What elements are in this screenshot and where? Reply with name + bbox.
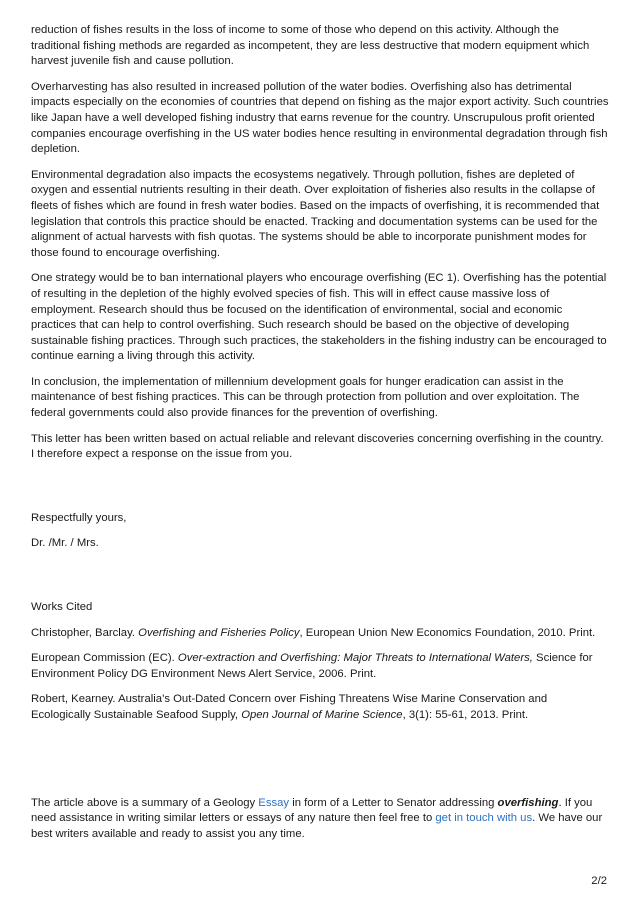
citation-2-title: Over-extraction and Overfishing: Major Threats to International Waters,: [177, 652, 533, 665]
citation-2-author: European Commission (EC).: [31, 652, 178, 665]
body-paragraph-5: In conclusion, the implementation of millennium development goals for hunger eradication can assist in the maintenance of best fishing practices. This can be through protection from pollution and over exploitation. The federal governments could also provide finances for the prevention of overfishing.: [31, 375, 580, 420]
contact-link[interactable]: get in touch with us: [435, 812, 533, 825]
citation-3-details: , 3(1): 55-61, 2013. Print.: [402, 709, 529, 721]
citation-1-details: , European Union New Economics Foundation, 2010. Print.: [299, 626, 596, 639]
citation-1-title: Overfishing and Fisheries Policy: [138, 626, 300, 639]
footer-note-text-4: . We have our best writers available and ready to assist you any time.: [31, 812, 603, 840]
body-paragraph-6: This letter has been written based on actual reliable and relevant discoveries concerning overfishing in the country. I therefore expect a response on the issue from you.: [31, 432, 604, 461]
body-paragraph-4: One strategy would be to ban international players who encourage overfishing (EC 1). Overfishing has the potential of resulting in the depletion of the highly evolved species of fish. This will in effect cause massive loss of employment. Research should thus be focused on the identification of environmental, social and economic practices that can help to control overfishing. Such research should be based on the objective of developing sustainable fishing practices. Through such practices, the stakeholders in the fishing industry can be encouraged to continue earning a living through this activity.: [31, 272, 607, 363]
footer-note: [31, 796, 609, 843]
citation-2: [31, 651, 609, 682]
essay-link[interactable]: Essay: [258, 796, 290, 809]
citation-2-details: Science for Environment Policy DG Environment News Alert Service, 2006. Print.: [31, 652, 593, 680]
footer-note-text-2: in form of a Letter to Senator addressing: [289, 796, 498, 809]
citation-1-author: Christopher, Barclay.: [31, 626, 139, 639]
footer-note-text-3: . If you need assistance in writing similar letters or essays of any nature then feel free to: [31, 796, 593, 825]
body-paragraph-2: Overharvesting has also resulted in increased pollution of the water bodies. Overfishing also has detrimental impacts especially on the economies of countries that depend on fishing as the major export activity. Such countries like Japan have a well developed fishing industry that earns revenue for the country. Unscrupulous profit oriented companies encourage overfishing in the US water bodies hence resulting in environmental degradation through fish depletion.: [31, 80, 609, 156]
citation-3-title: Open Journal of Marine Science: [241, 709, 403, 721]
footer-note-emphasis: overfishing: [497, 796, 559, 809]
citation-3: [31, 692, 609, 723]
citation-3-author: Robert, Kearney. Australia’s Out-Dated Concern over Fishing Threatens Wise Marine Conservation and Ecologically Sustainable Seafood Supply,: [31, 693, 548, 721]
body-paragraph-1: reduction of fishes results in the loss of income to some of those who depend on this activity. Although the traditional fishing methods are regarded as incompetent, they are less destructive that modern equipment which harvest juvenile fish and cause pollution.: [31, 24, 590, 68]
citation-1: [31, 626, 609, 642]
letter-closing: Respectfully yours,: [31, 511, 127, 524]
letter-signature: Dr. /Mr. / Mrs.: [31, 537, 99, 550]
document-page: [31, 23, 609, 842]
works-cited-heading: Works Cited: [31, 601, 93, 614]
body-paragraph-3: Environmental degradation also impacts the ecosystems negatively. Through pollution, fishes are depleted of oxygen and essential nutrients resulting in their death. Over exploitation of fisheries also results in the collapse of fleets of fishes which are found in fresh water bodies. Based on the impacts of overfishing, it is recommended that legislation that controls this practice should be enacted. Tracking and documentation systems can be used for the alignment of actual harvests with fish quotas. The systems should be able to incorporate punishment modes for those found to encourage overfishing.: [31, 168, 600, 259]
page-number: 2/2: [591, 875, 607, 887]
footer-note-text-1: The article above is a summary of a Geology: [31, 796, 259, 809]
